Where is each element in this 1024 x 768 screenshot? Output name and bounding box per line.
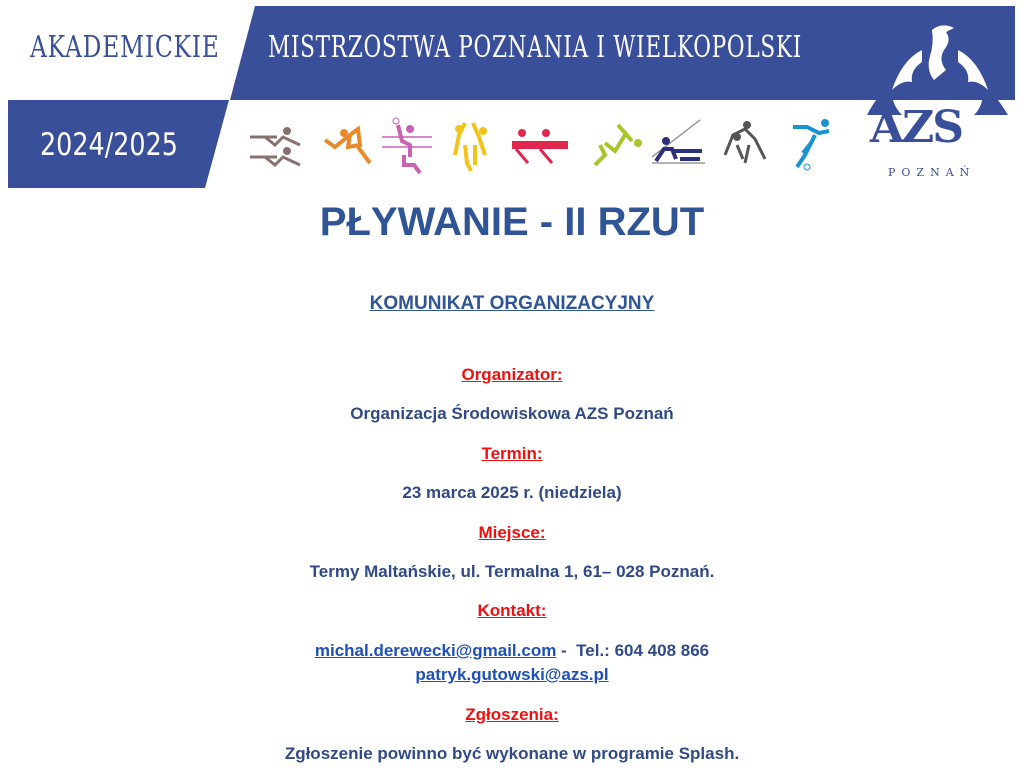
venue-label: Miejsce: <box>478 523 546 542</box>
contact-phone: - Tel.: 604 408 866 <box>556 641 710 660</box>
header-banner <box>0 0 1024 195</box>
athletics-icon <box>590 115 650 175</box>
contact-line-2 <box>0 665 1024 685</box>
azs-logo <box>862 20 1012 185</box>
judo-icon <box>715 115 775 175</box>
rowing-icon <box>510 115 570 175</box>
logo-city: POZNAŃ <box>888 166 976 179</box>
sport-icons <box>245 115 845 175</box>
page-title: PŁYWANIE - II RZUT <box>319 200 705 244</box>
header-left-label: AKADEMICKIE <box>30 30 220 65</box>
season-label: 2024/2025 <box>40 127 178 163</box>
basketball-icon <box>445 115 505 175</box>
football-icon <box>785 115 845 175</box>
page-subtitle: KOMUNIKAT ORGANIZACYJNY <box>369 293 655 314</box>
logo-text: AZS <box>870 102 963 153</box>
date-label: Termin: <box>481 444 543 463</box>
contact-line-1 <box>0 641 1024 661</box>
volleyball-icon <box>320 115 380 175</box>
badminton-icon <box>380 115 440 175</box>
header-title: MISTRZOSTWA POZNANIA I WIELKOPOLSKI <box>268 30 803 65</box>
venue-value: Termy Maltańskie, ul. Termalna 1, 61– 028 Poznań. <box>309 562 715 581</box>
fencing-icon <box>650 115 710 175</box>
contact-label: Kontakt: <box>477 601 547 620</box>
organizer-label: Organizator: <box>461 365 563 384</box>
registration-value: Zgłoszenie powinno być wykonane w programie Splash. <box>284 744 740 763</box>
contact-email-2[interactable]: patryk.gutowski@azs.pl <box>415 665 609 684</box>
registration-label: Zgłoszenia: <box>465 705 559 724</box>
organizer-value: Organizacja Środowiskowa AZS Poznań <box>350 404 674 423</box>
contact-email-1[interactable]: michal.derewecki@gmail.com <box>314 641 557 660</box>
date-value: 23 marca 2025 r. (niedziela) <box>402 483 622 502</box>
swimming-icon <box>245 115 305 175</box>
